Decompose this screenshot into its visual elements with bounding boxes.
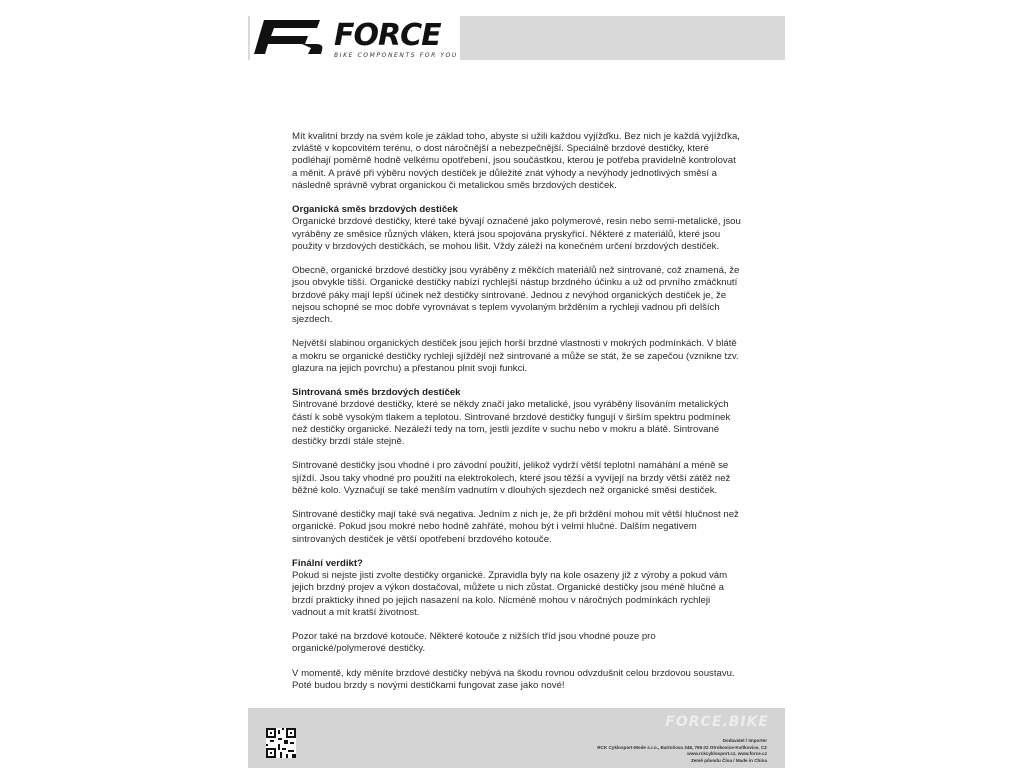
origin-label: Země původu Čína / Made in China (690, 757, 767, 763)
brand-tagline: BIKE COMPONENTS FOR YOU (334, 52, 458, 59)
importer-info (507, 738, 767, 764)
organic-paragraph-3: Největší slabinou organických destiček jsou jejich horší brzdné vlastnosti v mokrých podmínkách. V blátě a mokru se organické destičky rychleji sjíždějí než sintrované a může se stát, že se zapečou (vznikne tzv. glazura na jejich povrchu) a přestanou plnit svoji funkci. (292, 338, 739, 374)
importer-label: Dodavatel / Importer (722, 738, 767, 743)
force-emblem-icon (250, 14, 330, 60)
verdict-paragraph-2: Pozor také na brzdové kotouče. Některé kotouče z nižších tříd jsou vhodné pouze pro organické/polymerové destičky. (292, 631, 656, 655)
sintered-heading: Sintrovaná směs brzdových destiček (292, 387, 461, 399)
organic-heading: Organická směs brzdových destiček (292, 204, 458, 216)
force-logo (250, 14, 460, 60)
article-body (292, 131, 742, 704)
verdict-paragraph-1: Pokud si nejste jisti zvolte destičky organické. Zpravidla byly na kole osazeny již z výroby a pokud vám jejich brzdný projev a výkon dostačoval, můžete u nich zůstat. Organické destičky jsou méně hlučné a brzdí prakticky ihned po jejich nasazení na kolo. Nicméně mohou v náročných podmínkách rychleji vadnout a mít kratší životnost. (292, 570, 728, 618)
sintered-paragraph-1: Sintrované brzdové destičky, které se někdy značí jako metalické, jsou vyráběny lisováním metalických částí k sobě vysokým tlakem a teplotou. Sintrované brzdové destičky fungují v širším spektru podmínek než destičky organické. Nezáleží tedy na tom, jestli jezdíte v suchu nebo v mokru a blátě. Sintrované destičky brzdí stále stejně. (292, 399, 731, 448)
sintered-paragraph-3: Sintrované destičky mají také svá negativa. Jedním z nich je, že při brždění mohou mít větší hlučnost než organické. Pokud jsou mokré nebo hodně zahřáté, mohou být i velmi hlučné. Dalším negativem sintrovaných destiček je větší opotřebení brzdového kotouče. (292, 509, 739, 545)
organic-paragraph-2: Obecně, organické brzdové destičky jsou vyráběny z měkčích materiálů než sintrované, což znamená, že jsou obvykle tišší. Organické destičky nabízí rychlejší nástup brzdného účinku a už od prvního zmáčknutí brzdové páky mají lepší účinek než destičky sintrované. Jednou z nevýhod organických destiček je, že nejsou schopné se moc dobře vyrovnávat s teplem vyvolaným bržděním a rychleji vadnou při delších sjezdech. (292, 265, 740, 326)
verdict-paragraph-3: V momentě, kdy měníte brzdové destičky nebývá na škodu rovnou odvzdušnit celou brzdovou soustavu. Poté budou brzdy s novými destičkami fungovat zase jako nové! (292, 667, 735, 691)
document-page (248, 0, 785, 768)
footer-band (248, 708, 785, 768)
importer-web: www.rckcyklosport.cz, www.force.cz (687, 751, 767, 757)
qr-code-icon (266, 728, 296, 758)
organic-paragraph-1: Organické brzdové destičky, které také bývají označené jako polymerové, resin nebo semi-metalické, jsou vyráběny ze směsice různých vláken, která jsou spojována pryskyřicí. Některé z materiálů, které jsou použity v brzdových destičkách, se mohou lišit. Vždy záleží na konečném určení brzdových destiček. (292, 216, 741, 252)
brand-name: FORCE (334, 18, 441, 53)
sintered-paragraph-2: Sintrované destičky jsou vhodné i pro závodní použití, jelikož vydrží větší teplotní namáhání a méně se sjíždí. Jsou taky vhodné pro použití na elektrokolech, které jsou těžší a vyvíjejí na brzdy větší zátěž než běžné kolo. Vyznačují se také menším vadnutím v dlouhých sjezdech než organické směsi destiček. (292, 460, 731, 496)
verdict-heading: Finální verdikt? (292, 558, 363, 569)
importer-address: RCK Cyklosport-Mode s.r.o., Bartošova 348, 765 02 Otrokovice-Kvítkovice, CZ (597, 744, 767, 750)
watermark-logo: FORCE.BIKE (665, 714, 769, 730)
intro-paragraph: Mít kvalitní brzdy na svém kole je základ toho, abyste si užili každou vyjížďku. Bez nich je každá vyjížďka, zvláště v kopcovitém terénu, o dost náročnější a nebezpečnější. Speciálně brzdové destičky, které podléhají poměrně hodně velkému opotřebení, jsou součástkou, kterou je potřeba pravidelně kontrolovat a měnit. A právě při výběru nových destiček je důležité znát výhody a nevýhody jednotlivých směsí a následně správně vybrat organickou či metalickou směs brzdových destiček. (292, 131, 740, 191)
